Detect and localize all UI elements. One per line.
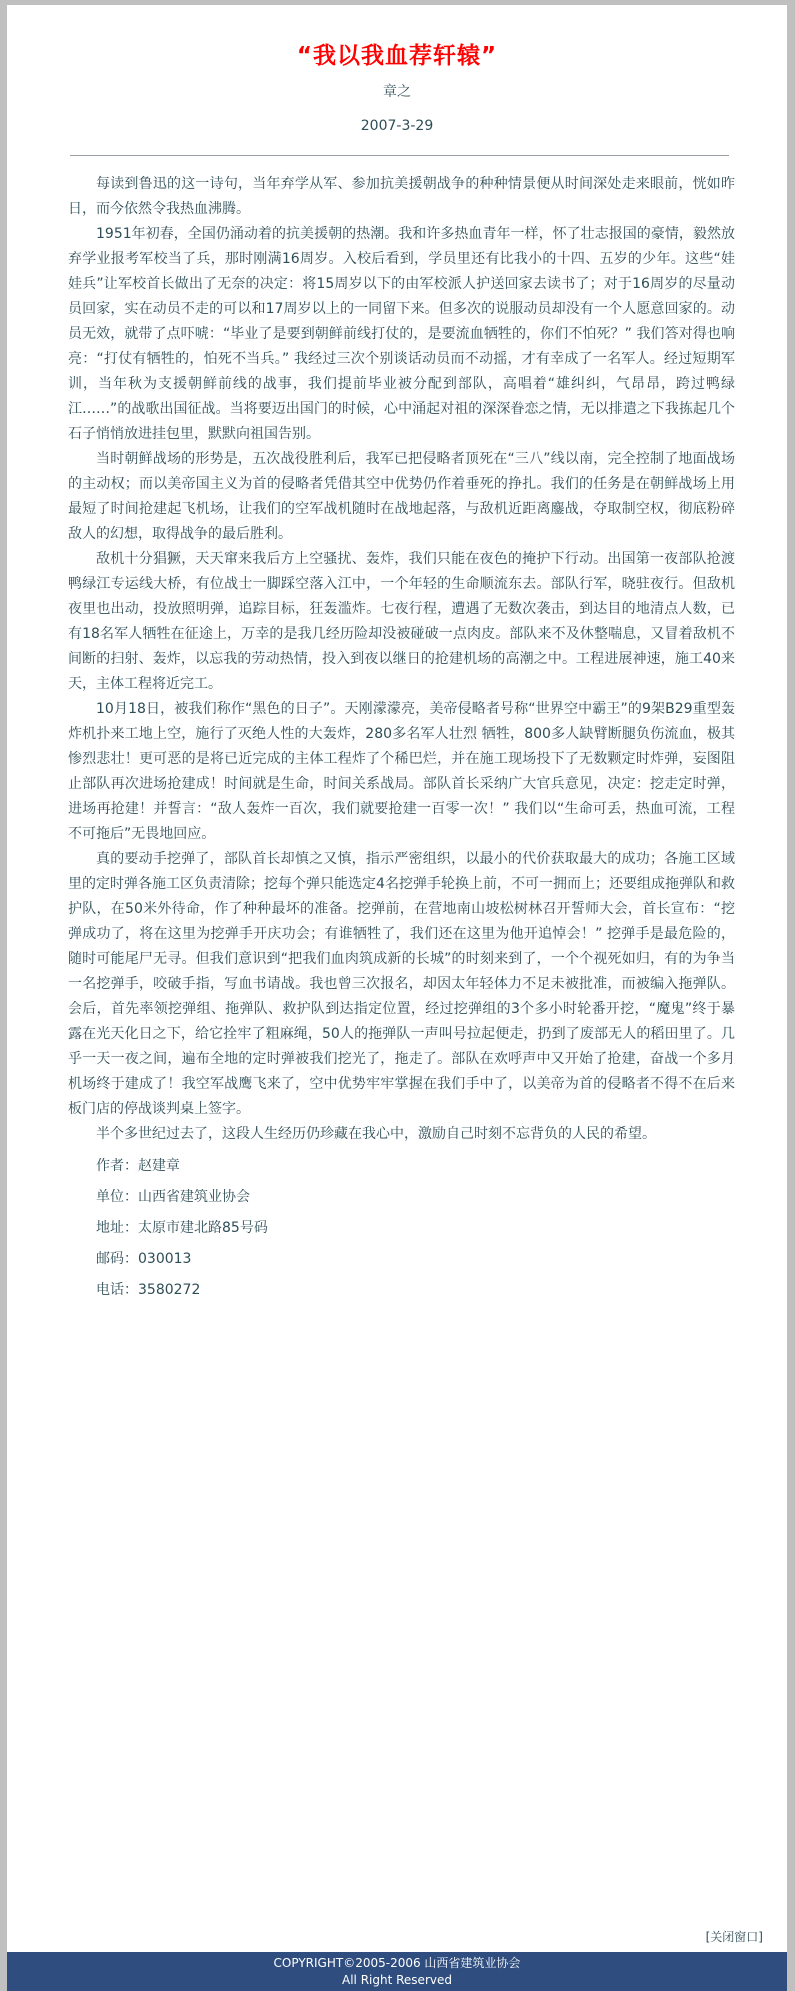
- signature-line-organization: 单位：山西省建筑业协会: [96, 1189, 250, 1205]
- article-paragraph: 每读到鲁迅的这一诗句，当年弃学从军、参加抗美援朝战争的种种情景便从时间深处走来眼前，恍如昨日，而今依然令我热血沸腾。: [68, 176, 735, 217]
- article-paragraph: 1951年初春，全国仍涌动着的抗美援朝的热潮。我和许多热血青年一样，怀了壮志报国的豪情，毅然放弃学业报考军校当了兵，那时刚满16周岁。入校后看到，学员里还有比我小的十四、五岁的少年。这些“娃娃兵”让军校首长做出了无奈的决定：将15周岁以下的由军校派人护送回家去读书了；对于16周岁的尽量动员回家，实在动员不走的可以和17周岁以上的一同留下来。但多次的说服动员却没有一个人愿意回家的。动员无效，就带了点吓唬：“毕业了是要到朝鲜前线打仗的，是要流血牺牲的，你们不怕死？” 我们答对得也响亮：“打仗有牺牲的，怕死不当兵。” 我经过三次个别谈话动员而不动摇，才有幸成了一名军人。经过短期军训，当年秋为支援朝鲜前线的战事，我们提前毕业被分配到部队，高唱着“雄纠纠，气昂昂，跨过鸭绿江……”的战歌出国征战。当将要迈出国门的时候，心中涌起对祖的深深眷恋之情，无以排遣之下我拣起几个石子悄悄放进挂包里，默默向祖国告别。: [68, 226, 735, 442]
- article-paragraph: 10月18日，被我们称作“黑色的日子”。天刚濛濛亮，美帝侵略者号称“世界空中霸王”的9架B29重型轰炸机扑来工地上空，施行了灭绝人性的大轰炸，280多名军人壮烈 牺牲，800多人缺臂断腿负伤流血，极其惨烈悲壮！更可恶的是将已近完成的主体工程炸了个稀巴烂，并在施工现场投下了无数颗定时炸弹，妄图阻止部队再次进场抢建成！时间就是生命，时间关系战局。部队首长采纳广大官兵意见，决定：挖走定时弹，进场再抢建！并誓言：“敌人轰炸一百次，我们就要抢建一百零一次！” 我们以“生命可丢，热血可流，工程不可拖后”无畏地回应。: [68, 701, 735, 842]
- article-paragraph: 真的要动手挖弹了，部队首长却慎之又慎，指示严密组织，以最小的代价获取最大的成功；各施工区域里的定时弹各施工区负责清除；挖每个弹只能选定4名挖弹手轮换上前，不可一拥而上；还要组成拖弹队和救护队，在50米外待命，作了种种最坏的准备。挖弹前，在营地南山坡松树林召开誓师大会，首长宣布：“挖弹成功了，将在这里为挖弹手开庆功会；有谁牺牲了，我们还在这里为他开追悼会！” 挖弹手是最危险的，随时可能尾尸无寻。但我们意识到“把我们血肉筑成新的长城”的时刻来到了，一个个视死如归，有的为争当一名挖弹手，咬破手指，写血书请战。我也曾三次报名，却因太年轻体力不足未被批准，而被编入拖弹队。会后，首先率领挖弹组、拖弹队、救护队到达指定位置，经过挖弹组的3个多小时轮番开挖，“魔鬼”终于暴露在光天化日之下，给它拴牢了粗麻绳，50人的拖弹队一声叫号拉起便走，扔到了废部无人的稻田里了。几乎一天一夜之间，遍布全地的定时弹被我们挖光了，拖走了。部队在欢呼声中又开始了抢建，奋战一个多月机场终于建成了！我空军战鹰飞来了，空中优势牢牢掌握在我们手中了，以美帝为首的侵略者不得不在后来板门店的停战谈判桌上签字。: [68, 851, 735, 1117]
- article-page: [7, 5, 787, 1991]
- signature-line-address: 地址：太原市建北路85号码: [96, 1220, 268, 1236]
- header-divider: [70, 155, 729, 156]
- signature-line-author: 作者：赵建章: [96, 1158, 180, 1174]
- article-paragraph: 当时朝鲜战场的形势是，五次战役胜利后，我军已把侵略者顶死在“三八”线以南，完全控制了地面战场的主动权；而以美帝国主义为首的侵略者凭借其空中优势仍作着垂死的挣扎。我们的任务是在朝鲜战场上用最短了时间抢建起飞机场，让我们的空军战机随时在战地起落，与敌机近距离鏖战，夺取制空权，彻底粉碎敌人的幻想，取得战争的最后胜利。: [68, 451, 735, 542]
- signature-line-postcode: 邮码：030013: [96, 1251, 192, 1267]
- close-window-row: [706, 1928, 763, 1945]
- article-body: [7, 172, 787, 1147]
- footer-copyright: COPYRIGHT©2005-2006 山西省建筑业协会: [273, 1956, 521, 1970]
- footer-rights: All Right Reserved: [342, 1973, 452, 1987]
- author-name: 章之: [383, 84, 411, 100]
- publish-date: 2007-3-29: [360, 118, 434, 134]
- signature-block: [7, 1147, 787, 1306]
- page-footer: [7, 1952, 787, 1991]
- article-paragraph: 敌机十分猖獗，天天窜来我后方上空骚扰、轰炸，我们只能在夜色的掩护下行动。出国第一夜部队抢渡鸭绿江专运线大桥，有位战士一脚踩空落入江中，一个年轻的生命顺流东去。部队行军，晓驻夜行。但敌机夜里也出动，投放照明弹，追踪目标，狂轰滥炸。七夜行程，遭遇了无数次袭击，到达目的地清点人数，已有18名军人牺牲在征途上，万幸的是我几经历险却没被碰破一点肉皮。部队来不及休整喘息，又冒着敌机不间断的扫射、轰炸，以忘我的劳动热情，投入到夜以继日的抢建机场的高潮之中。工程进展神速，施工40来天，主体工程将近完工。: [68, 551, 735, 692]
- signature-line-phone: 电话：3580272: [96, 1282, 201, 1298]
- article-paragraph: 半个多世纪过去了，这段人生经历仍珍藏在我心中，激励自己时刻不忘背负的人民的希望。: [96, 1126, 656, 1142]
- page-title: “我以我血荐轩辕”: [296, 43, 498, 69]
- article-header: [7, 5, 787, 135]
- close-window-link[interactable]: [关闭窗口]: [705, 1930, 763, 1944]
